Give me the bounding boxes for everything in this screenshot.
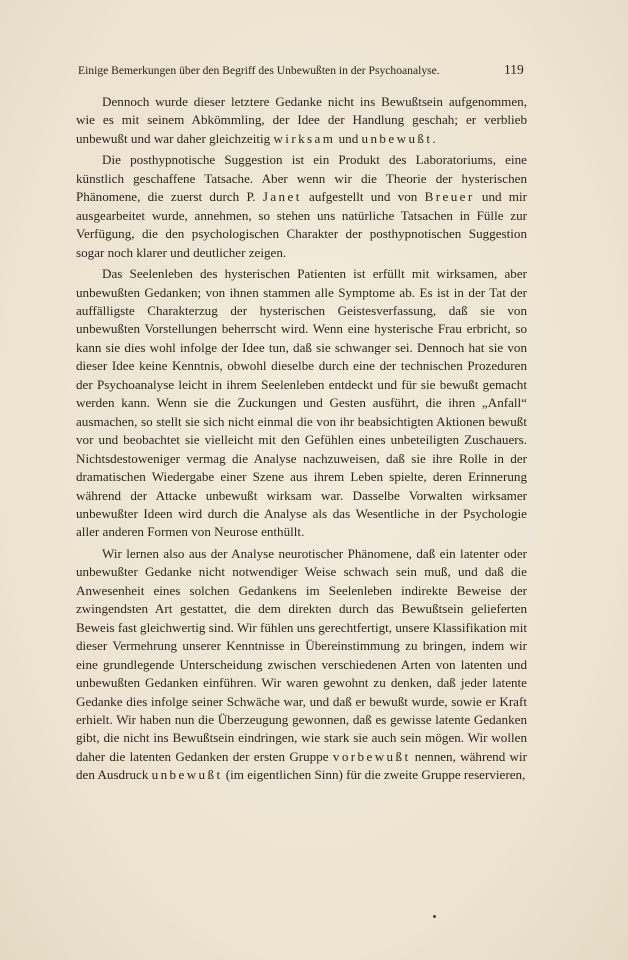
paragraph [76, 545, 527, 785]
text-run: aufgestellt und von [301, 189, 425, 205]
text-run: und mir ausgearbeitet wurde, annehmen, so stehen uns natürliche Tatsachen in Fülle zur Verfügung, die den psychologischen Charakter der posthypnotischen Suggestion sogar noch klarer und deutlicher zeigen. [76, 189, 527, 260]
paragraph [76, 93, 527, 148]
running-header: Einige Bemerkungen über den Begriff des Unbewußten in der Psychoanalyse. [78, 64, 440, 77]
spaced-emphasis: vorbewußt [332, 748, 411, 764]
text-run: Dennoch wurde dieser letztere Gedanke nicht ins Bewußtsein aufgenommen, wie es mit seinem Abkömmling, der Idee der Handlung geschah; er verblieb unbewußt und war daher gleichzeitig [76, 94, 527, 146]
spaced-emphasis: unbewußt [361, 130, 433, 146]
text-run: . [432, 130, 436, 146]
paragraph [76, 151, 527, 262]
text-run: (im eigentlichen Sinn) für die zweite Gruppe reservieren, [222, 767, 526, 783]
text-run: nennen, während wir den Ausdruck [76, 748, 527, 783]
text-run: und [335, 130, 362, 146]
spaced-emphasis: unbewußt [151, 767, 223, 783]
text-run: Wir lernen also aus der Analyse neurotischer Phänomene, daß ein latenter oder unbewußter Gedanke nicht notwendiger Weise schwach sein muß, und daß die Anwesenheit eines solchen Gedankens im Seelenleben indirekte Beweise der zwingendsten Art gestattet, die dem direkten durch das Bewußtsein gelieferten Beweis fast gleichwertig sind. Wir fühlen uns gerechtfertigt, unsere Klassifikation mit dieser Vermehrung unserer Kenntnisse in Übereinstimmung zu bringen, indem wir eine grundlegende Unterscheidung zwischen verschiedenen Arten von latenten und unbewußten Gedanken einführen. Wir waren gewohnt zu denken, daß jeder latente Gedanke dies infolge seiner Schwäche war, und daß er bewußt wurde, sowie er Kraft erhielt. Wir haben nun die Überzeugung gewonnen, daß es gewisse latente Gedanken gibt, die nicht ins Bewußtsein eindringen, wie stark sie auch sein mögen. Wir wollen daher die latenten Gedanken der ersten Gruppe [76, 545, 527, 764]
text-run: Die posthypnotische Suggestion ist ein Produkt des Laboratoriums, eine künstlich geschaffene Tatsache. Aber wenn wir die Theorie der hysterischen Phänomene, die zuerst durch P. [76, 152, 527, 205]
paragraph [76, 265, 527, 542]
spaced-emphasis: Breuer [424, 189, 475, 205]
body-text [76, 93, 527, 785]
text-run: Das Seelenleben des hysterischen Patienten ist erfüllt mit wirksamen, aber unbewußten Gedanken; von ihnen stammen alle Symptome ab. Es ist in der Tat der auffälligste Charakterzug der hysterischen Geistesverfassung, daß sie von unbewußten Vorstellungen beherrscht wird. Wenn eine hysterische Frau erbricht, so kann sie dies wohl infolge der Idee tun, daß sie schwanger sei. Dennoch hat sie von dieser Idee keine Kenntnis, obwohl dieselbe durch eine der technischen Prozeduren der Psychoanalyse leicht in ihrem Seelenleben entdeckt und für sie bewußt gemacht werden kann. Wenn sie die Zuckungen und Gesten ausführt, die ihren „Anfall“ ausmachen, so stellt sie sich nicht einmal die von ihr beabsichtigten Aktionen bewußt vor und beobachtet sie vielleicht mit den Gefühlen eines unbeteiligten Zuschauers. Nichtsdestoweniger vermag die Analyse nachzuweisen, daß sie ihre Rolle in der dramatischen Wiedergabe einer Szene aus ihrem Leben spielte, deren Erinnerung während der Attacke unbewußt wirksam war. Dasselbe Vorwalten wirksamer unbewußter Ideen wird durch die Analyse als das Wesentliche in der Psychologie aller anderen Formen von Neurose enthüllt. [76, 266, 527, 540]
ink-speck [433, 915, 436, 918]
spaced-emphasis: wirksam [273, 130, 336, 146]
page-number: 119 [504, 62, 524, 77]
spaced-emphasis: Janet [262, 189, 302, 205]
